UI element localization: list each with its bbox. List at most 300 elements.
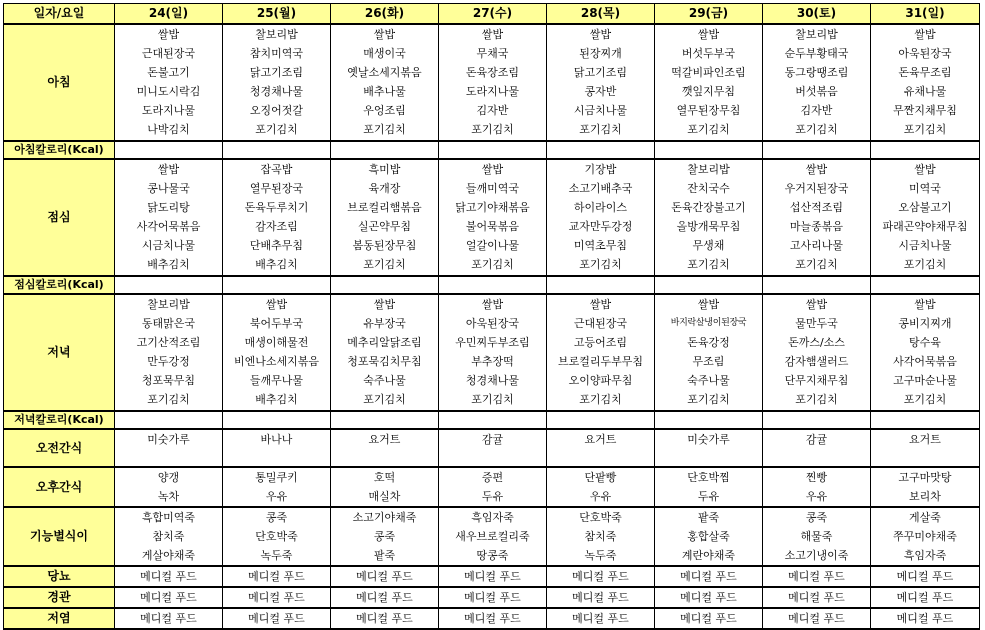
diet-value: 메디컬 푸드 (115, 608, 223, 629)
menu-cell (655, 467, 763, 507)
menu-item: 근대된장국 (573, 317, 628, 330)
menu-item: 매생이해물전 (244, 336, 309, 349)
menu-item: 게살야채죽 (141, 549, 196, 562)
menu-item: 요거트 (909, 433, 941, 446)
menu-item: 옛날소세지볶음 (347, 66, 422, 79)
menu-item: 동태맑은국 (141, 317, 196, 330)
menu-item: 포기김치 (579, 258, 622, 271)
menu-item: 고구마순나물 (893, 374, 957, 387)
menu-cell (331, 24, 439, 141)
calorie-label: 아침칼로리(Kcal) (4, 141, 115, 159)
menu-item: 단호박찜 (687, 471, 730, 484)
menu-item: 팥죽 (697, 511, 720, 524)
calorie-cell (331, 141, 439, 159)
menu-item: 소고기냉이죽 (784, 549, 849, 562)
menu-cell (439, 507, 547, 566)
menu-cell (115, 429, 223, 467)
calorie-cell (547, 411, 655, 429)
menu-cell (547, 24, 655, 141)
calorie-row (4, 411, 980, 429)
diet-value: 메디컬 푸드 (223, 587, 331, 608)
menu-item: 쌀밥 (805, 163, 828, 176)
menu-cell (655, 24, 763, 141)
menu-cell (871, 294, 980, 411)
menu-item: 단무지채무침 (784, 374, 849, 387)
menu-item: 콩죽 (373, 530, 396, 543)
menu-item: 쭈꾸미야채죽 (893, 530, 957, 543)
menu-cell (115, 159, 223, 276)
calorie-cell (331, 276, 439, 294)
menu-item: 고사리나물 (789, 239, 844, 252)
menu-item: 참치미역국 (249, 47, 304, 60)
calorie-cell (223, 411, 331, 429)
menu-item: 흑합미역죽 (141, 511, 196, 524)
menu-item: 쌀밥 (373, 298, 396, 311)
menu-item: 돈육강정 (687, 336, 730, 349)
menu-item: 홍합살죽 (687, 530, 730, 543)
menu-item: 포기김치 (363, 123, 406, 136)
menu-item: 단호박죽 (579, 511, 622, 524)
calorie-cell (655, 276, 763, 294)
table-body (4, 24, 980, 629)
menu-cell (763, 24, 871, 141)
meal-row (4, 159, 980, 276)
snack-am-row (4, 429, 980, 467)
calorie-cell (115, 141, 223, 159)
diet-value: 메디컬 푸드 (547, 566, 655, 587)
menu-cell (763, 294, 871, 411)
menu-item: 쌀밥 (157, 28, 180, 41)
menu-item: 찰보리밥 (147, 298, 190, 311)
menu-item: 단호박죽 (255, 530, 298, 543)
menu-cell (439, 467, 547, 507)
diet-value: 메디컬 푸드 (655, 587, 763, 608)
day-header: 30(토) (763, 4, 871, 25)
menu-item: 들깨무나물 (249, 374, 304, 387)
menu-item: 버섯볶음 (795, 85, 838, 98)
menu-item: 청포묵김치무침 (347, 355, 422, 368)
menu-cell (655, 294, 763, 411)
menu-cell (871, 467, 980, 507)
menu-item: 만두강정 (147, 355, 190, 368)
menu-cell (871, 507, 980, 566)
menu-item: 감자햄샐러드 (784, 355, 849, 368)
menu-cell (871, 159, 980, 276)
menu-cell (547, 159, 655, 276)
diet-row (4, 608, 980, 629)
menu-item: 고기산적조림 (136, 336, 201, 349)
menu-item: 탕수육 (909, 336, 941, 349)
menu-item: 포기김치 (579, 393, 622, 406)
menu-cell (331, 507, 439, 566)
menu-item: 무생채 (692, 239, 725, 252)
menu-item: 팥죽 (373, 549, 396, 562)
menu-item: 비엔나소세지볶음 (233, 355, 319, 368)
menu-item: 포기김치 (687, 123, 730, 136)
menu-item: 불어묵볶음 (465, 220, 520, 233)
calorie-cell (223, 141, 331, 159)
menu-item: 포기김치 (255, 123, 298, 136)
menu-item: 물만두국 (795, 317, 838, 330)
menu-item: 증편 (481, 471, 504, 484)
menu-item: 된장찌개 (579, 47, 622, 60)
menu-item: 쌀밥 (805, 298, 828, 311)
menu-item: 김자반 (800, 104, 833, 117)
menu-item: 버섯두부국 (681, 47, 736, 60)
menu-item: 녹두죽 (584, 549, 617, 562)
menu-item: 열무된장국 (249, 182, 304, 195)
menu-item: 돈육무조림 (898, 66, 952, 79)
diet-label: 경관 (4, 587, 115, 608)
menu-item: 실곤약무침 (357, 220, 412, 233)
day-header: 24(일) (115, 4, 223, 25)
menu-item: 사각어묵볶음 (136, 220, 201, 233)
menu-item: 우유 (589, 490, 612, 503)
snack-pm-row (4, 467, 980, 507)
menu-item: 봄동된장무침 (352, 239, 417, 252)
menu-cell (223, 467, 331, 507)
menu-cell (223, 294, 331, 411)
menu-cell (223, 159, 331, 276)
diet-row (4, 587, 980, 608)
menu-item: 찰보리밥 (687, 163, 730, 176)
menu-item: 유채나물 (903, 85, 947, 98)
menu-item: 소고기배추국 (568, 182, 633, 195)
menu-item: 시금치나물 (141, 239, 196, 252)
menu-item: 소고기야채죽 (352, 511, 417, 524)
menu-item: 포기김치 (795, 258, 838, 271)
menu-item: 새우브로컬리죽 (455, 530, 530, 543)
menu-item: 미역초무침 (573, 239, 628, 252)
calorie-cell (547, 276, 655, 294)
calorie-cell (115, 276, 223, 294)
diet-value: 메디컬 푸드 (763, 608, 871, 629)
menu-cell (763, 507, 871, 566)
menu-item: 하이라이스 (573, 201, 628, 214)
menu-item: 근대된장국 (141, 47, 196, 60)
menu-item: 닭고기조림 (573, 66, 628, 79)
diet-label: 당뇨 (4, 566, 115, 587)
menu-cell (331, 429, 439, 467)
menu-cell (331, 294, 439, 411)
menu-item: 부추장떡 (471, 355, 514, 368)
diet-value: 메디컬 푸드 (871, 587, 980, 608)
day-header: 25(월) (223, 4, 331, 25)
diet-value: 메디컬 푸드 (439, 608, 547, 629)
menu-cell (547, 507, 655, 566)
menu-item: 포기김치 (903, 258, 947, 271)
diet-value: 메디컬 푸드 (331, 587, 439, 608)
menu-item: 미숫가루 (687, 433, 730, 446)
menu-item: 녹차 (157, 490, 180, 503)
menu-cell (763, 159, 871, 276)
menu-item: 기장밥 (584, 163, 617, 176)
menu-cell (439, 24, 547, 141)
calorie-cell (331, 411, 439, 429)
weekly-meal-table (3, 3, 980, 630)
diet-value: 메디컬 푸드 (115, 587, 223, 608)
menu-item: 쌀밥 (481, 28, 504, 41)
menu-item: 흑임자죽 (903, 549, 947, 562)
calorie-row (4, 276, 980, 294)
day-header: 31(일) (871, 4, 980, 25)
menu-item: 콩나물국 (147, 182, 190, 195)
menu-item: 쌀밥 (373, 28, 396, 41)
header-row (4, 4, 980, 25)
menu-item: 돈육두루치기 (244, 201, 309, 214)
menu-item: 배추김치 (147, 258, 190, 271)
calorie-cell (115, 411, 223, 429)
menu-item: 교자만두강정 (568, 220, 633, 233)
menu-item: 열무된장무침 (676, 104, 741, 117)
menu-item: 오징어젓갈 (249, 104, 304, 117)
diet-value: 메디컬 푸드 (115, 566, 223, 587)
special-diet-label: 기능별식이 (4, 507, 115, 566)
menu-item: 얼갈이나물 (465, 239, 520, 252)
menu-item: 우거지된장국 (784, 182, 849, 195)
calorie-cell (223, 276, 331, 294)
menu-item: 포기김치 (903, 393, 947, 406)
diet-row (4, 566, 980, 587)
calorie-label: 점심칼로리(Kcal) (4, 276, 115, 294)
menu-item: 유부장국 (363, 317, 406, 330)
menu-item: 우엉조림 (363, 104, 406, 117)
menu-item: 포기김치 (579, 123, 622, 136)
menu-cell (223, 24, 331, 141)
calorie-cell (439, 141, 547, 159)
diet-value: 메디컬 푸드 (331, 566, 439, 587)
menu-item: 녹두죽 (260, 549, 293, 562)
menu-item: 단배추무침 (249, 239, 304, 252)
menu-item: 포기김치 (363, 393, 406, 406)
menu-item: 마늘종볶음 (789, 220, 844, 233)
menu-item: 포기김치 (903, 123, 947, 136)
menu-item: 무조림 (692, 355, 725, 368)
menu-item: 파래곤약야채무침 (882, 220, 968, 233)
diet-label: 저염 (4, 608, 115, 629)
menu-item: 아욱된장국 (465, 317, 520, 330)
menu-item: 청경채나물 (249, 85, 304, 98)
menu-item: 미니도시락김 (136, 85, 201, 98)
menu-item: 콩자반 (584, 85, 617, 98)
menu-item: 찐빵 (805, 471, 828, 484)
calorie-cell (763, 411, 871, 429)
menu-item: 쌀밥 (265, 298, 288, 311)
menu-item: 감귤 (481, 433, 504, 446)
menu-item: 미역국 (909, 182, 941, 195)
diet-value: 메디컬 푸드 (547, 587, 655, 608)
menu-item: 흑미밥 (368, 163, 401, 176)
menu-item: 콩죽 (805, 511, 828, 524)
menu-item: 고구마맛탕 (898, 471, 952, 484)
menu-item: 계란야채죽 (681, 549, 736, 562)
diet-value: 메디컬 푸드 (763, 587, 871, 608)
diet-value: 메디컬 푸드 (655, 566, 763, 587)
menu-item: 포기김치 (471, 258, 514, 271)
menu-item: 닭고기야채볶음 (455, 201, 530, 214)
menu-item: 쌀밥 (481, 298, 504, 311)
menu-item: 우유 (805, 490, 828, 503)
diet-value: 메디컬 푸드 (223, 566, 331, 587)
menu-item: 포기김치 (471, 123, 514, 136)
calorie-cell (655, 141, 763, 159)
menu-item: 시금치나물 (898, 239, 952, 252)
menu-item: 보리차 (909, 490, 941, 503)
menu-item: 숙주나물 (363, 374, 406, 387)
diet-value: 메디컬 푸드 (331, 608, 439, 629)
diet-value: 메디컬 푸드 (871, 566, 980, 587)
diet-value: 메디컬 푸드 (655, 608, 763, 629)
menu-item: 찰보리밥 (255, 28, 298, 41)
menu-item: 쌀밥 (697, 298, 720, 311)
menu-item: 메추리알닭조림 (347, 336, 422, 349)
meal-row (4, 294, 980, 411)
menu-cell (763, 467, 871, 507)
meal-label: 아침 (4, 24, 115, 141)
menu-item: 쌀밥 (481, 163, 504, 176)
menu-item: 잡곡밥 (260, 163, 293, 176)
menu-item: 쌀밥 (157, 163, 180, 176)
menu-item: 단팥빵 (584, 471, 617, 484)
menu-cell (331, 159, 439, 276)
menu-cell (115, 467, 223, 507)
menu-cell (223, 429, 331, 467)
menu-item: 포기김치 (795, 123, 838, 136)
menu-item: 참치죽 (584, 530, 617, 543)
menu-item: 요거트 (368, 433, 401, 446)
menu-item: 두유 (481, 490, 504, 503)
snack-am-label: 오전간식 (4, 429, 115, 467)
meal-row (4, 24, 980, 141)
diet-value: 메디컬 푸드 (763, 566, 871, 587)
menu-item: 매실차 (368, 490, 401, 503)
menu-item: 해물죽 (800, 530, 833, 543)
menu-item: 미숫가루 (147, 433, 190, 446)
menu-item: 포기김치 (471, 393, 514, 406)
menu-item: 올방개묵무침 (676, 220, 741, 233)
menu-item: 쌀밥 (914, 163, 936, 176)
menu-item: 들깨미역국 (465, 182, 520, 195)
menu-item: 두유 (697, 490, 720, 503)
menu-item: 땅콩죽 (476, 549, 509, 562)
calorie-label: 저녁칼로리(Kcal) (4, 411, 115, 429)
menu-item: 북어두부국 (249, 317, 304, 330)
menu-item: 숙주나물 (687, 374, 730, 387)
calorie-cell (871, 276, 980, 294)
menu-cell (655, 159, 763, 276)
menu-item: 잔치국수 (687, 182, 730, 195)
menu-item: 무짠지채무침 (893, 104, 957, 117)
calorie-cell (763, 141, 871, 159)
menu-item: 아욱된장국 (898, 47, 952, 60)
menu-item: 닭도리탕 (147, 201, 190, 214)
menu-cell (439, 294, 547, 411)
menu-item: 포기김치 (687, 258, 730, 271)
menu-item: 쌀밥 (697, 28, 720, 41)
menu-item: 양갱 (157, 471, 180, 484)
menu-cell (763, 429, 871, 467)
menu-cell (115, 507, 223, 566)
menu-item: 도라지나물 (141, 104, 196, 117)
menu-item: 우유 (265, 490, 288, 503)
menu-item: 시금치나물 (573, 104, 628, 117)
menu-cell (655, 507, 763, 566)
menu-item: 김자반 (476, 104, 509, 117)
menu-item: 동그랑땡조림 (784, 66, 849, 79)
calorie-cell (655, 411, 763, 429)
menu-cell (871, 429, 980, 467)
menu-item: 감귤 (805, 433, 828, 446)
menu-item: 사각어묵볶음 (893, 355, 957, 368)
menu-item: 도라지나물 (465, 85, 520, 98)
menu-cell (871, 24, 980, 141)
day-header: 28(목) (547, 4, 655, 25)
menu-item: 순두부황태국 (784, 47, 849, 60)
menu-cell (223, 507, 331, 566)
diet-value: 메디컬 푸드 (439, 566, 547, 587)
menu-item: 쌀밥 (589, 28, 612, 41)
diet-value: 메디컬 푸드 (547, 608, 655, 629)
menu-item: 돈불고기 (147, 66, 190, 79)
menu-item: 닭고기조림 (249, 66, 304, 79)
menu-item: 브로컬리햄볶음 (347, 201, 422, 214)
menu-item: 돈육간장불고기 (671, 201, 746, 214)
menu-item: 찰보리밥 (795, 28, 838, 41)
day-header: 27(수) (439, 4, 547, 25)
menu-cell (547, 294, 655, 411)
menu-item: 요거트 (584, 433, 617, 446)
day-header: 26(화) (331, 4, 439, 25)
menu-item: 포기김치 (363, 258, 406, 271)
menu-item: 쌀밥 (589, 298, 612, 311)
menu-item: 콩비지찌개 (898, 317, 952, 330)
menu-item: 포기김치 (687, 393, 730, 406)
menu-item: 매생이국 (363, 47, 406, 60)
menu-cell (547, 429, 655, 467)
menu-item: 돈까스/소스 (788, 336, 845, 349)
menu-item: 쌀밥 (914, 28, 936, 41)
diet-value: 메디컬 푸드 (871, 608, 980, 629)
calorie-cell (439, 411, 547, 429)
diet-value: 메디컬 푸드 (439, 587, 547, 608)
menu-item: 떡갈비파인조림 (671, 66, 746, 79)
menu-item: 바지락살냉이된장국 (670, 318, 747, 328)
menu-item: 게살죽 (909, 511, 941, 524)
menu-item: 고등어조림 (573, 336, 628, 349)
menu-cell (439, 159, 547, 276)
menu-item: 포기김치 (795, 393, 838, 406)
menu-cell (439, 429, 547, 467)
menu-item: 포기김치 (147, 393, 190, 406)
menu-item: 호떡 (373, 471, 396, 484)
menu-item: 브로컬리두부무침 (557, 355, 643, 368)
menu-cell (655, 429, 763, 467)
calorie-cell (871, 141, 980, 159)
menu-item: 참치죽 (152, 530, 185, 543)
menu-cell (547, 467, 655, 507)
menu-item: 감자조림 (255, 220, 298, 233)
menu-item: 바나나 (260, 433, 293, 446)
menu-item: 나박김치 (147, 123, 190, 136)
calorie-row (4, 141, 980, 159)
menu-item: 오이양파무침 (568, 374, 633, 387)
menu-item: 육개장 (368, 182, 401, 195)
menu-cell (331, 467, 439, 507)
meal-label: 저녁 (4, 294, 115, 411)
header-corner: 일자/요일 (4, 4, 115, 25)
special-diet-row (4, 507, 980, 566)
calorie-cell (871, 411, 980, 429)
